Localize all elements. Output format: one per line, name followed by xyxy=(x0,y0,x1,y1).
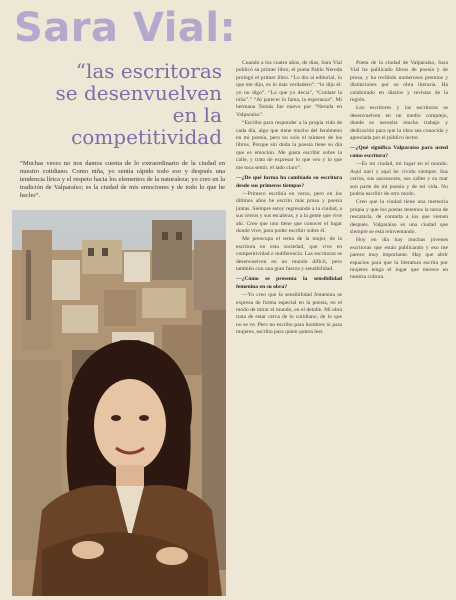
body-paragraph: Creo que la ciudad tiene una memoria propia y que los poetas tenemos la tarea de rescatarla, de contarla a los que vienen después. Valparaíso es una ciudad que siempre se está reinventando. xyxy=(350,199,448,235)
lead-paragraph: “Muchas veces no nos damos cuenta de lo extraordinario de la ciudad en nuestro cotidiano. Como niña, yo sentía rápido todo eso y después una tendencia lírica y el respeto hacia los elementos de la naturaleza; yo creo en la tradición de Valparaíso; es la ciudad de mis emociones y de todo lo que he hecho”. xyxy=(20,160,225,199)
body-column-middle xyxy=(236,60,342,592)
interview-question: —¿Qué significa Valparaíso para usted como escritora? xyxy=(350,145,448,159)
body-paragraph: Hoy en día hay muchas jóvenes escritoras que están publicando y eso me parece muy importante. Hay que abrir espacios para que la literatura escrita por mujeres tenga el lugar que merece en nuestra cultura. xyxy=(350,237,448,281)
body-paragraph: Cuando a los cuatro años, de días, Sara Vial publicó su primer libro, el poeta Pablo Neruda prologó el primer libro. “Lo dio al editorial, lo que me dijo, es lo más verdadero”: “lo dijo él: yo no digo”. “Lo que yo decía”, “Cuidate la niña”.” “Al parecer la fama, la esperanza”. Mi hermana Tomás fue nuevo por “Neruda en Valparaíso”. xyxy=(236,60,342,118)
body-paragraph: Poeta de la ciudad de Valparaíso, Sara Vial ha publicado libros de poesía y de prosa, y ha recibido numerosos premios y distinciones por su obra literaria. Ha colaborado en diarios y revistas de la región. xyxy=(350,60,448,104)
interview-question: —¿Cómo se presenta la sensibilidad femenina en su obra? xyxy=(236,276,342,290)
headline-quote-line: en la competitividad xyxy=(71,103,222,148)
headline-quote-line: se desenvuelven xyxy=(55,81,222,105)
body-column-right xyxy=(350,60,448,592)
headline-quote xyxy=(40,60,222,148)
body-paragraph: —Es mi ciudad, mi lugar en el mundo. Aquí nací y aquí he vivido siempre. Sus cerros, sus ascensores, sus calles y su mar son parte de mi poesía y de mi vida. No podría escribir de otro modo. xyxy=(350,161,448,197)
portrait-photo-illustration xyxy=(12,210,226,596)
body-paragraph: —Primero escribía en verso, pero en los últimos años he escrito más prosa y poesía juntas. Siempre estoy regresando a la ciudad, a sus cerros y sus escaleras, y a la gente que vive ahí. Creo que uno tiene que conocer el lugar donde vive, para poder escribir sobre él. xyxy=(236,190,342,234)
body-paragraph: Me preocupa el tema de la mujer, de la escritora en esta sociedad, que vive en competitividad e indiferencia. Las escritoras se desenvuelven en un mundo difícil, pero también con una gran fuerza y sensibilidad. xyxy=(236,236,342,272)
interview-question: —¿De qué forma ha cambiado su escritura desde sus primeros tiempos? xyxy=(236,175,342,189)
portrait-photo xyxy=(12,210,226,596)
headline-quote-line: “las escritoras xyxy=(75,60,222,83)
headline-name: Sara Vial: xyxy=(14,5,237,51)
body-paragraph: “Escribo para responder a la propia vida de cada día, algo que tiene mucho del fenómeno en mi poesía, pero no solo el número de los libros. Porque sin duda la poesía tiene su día que es emoción. Me gusta escribir sobre la calle, y trato de expresar lo que veo y lo que me toca sentir, el lado claro”. xyxy=(236,120,342,171)
body-paragraph: Los escritores y las escritoras se desenvuelven en un medio complejo, donde se necesita mucho trabajo y dedicación para que la obra sea conocida y apreciada por el público lector. xyxy=(350,105,448,142)
body-paragraph: —Yo creo que la sensibilidad femenina se expresa de forma especial en la poesía, en el modo de mirar el mundo, en el detalle. Mi obra trata de estar cerca de lo cotidiano, de lo que no se ve. Pero no escribo para hombres ni para mujeres, escribo para quien quiera leer. xyxy=(236,292,342,336)
